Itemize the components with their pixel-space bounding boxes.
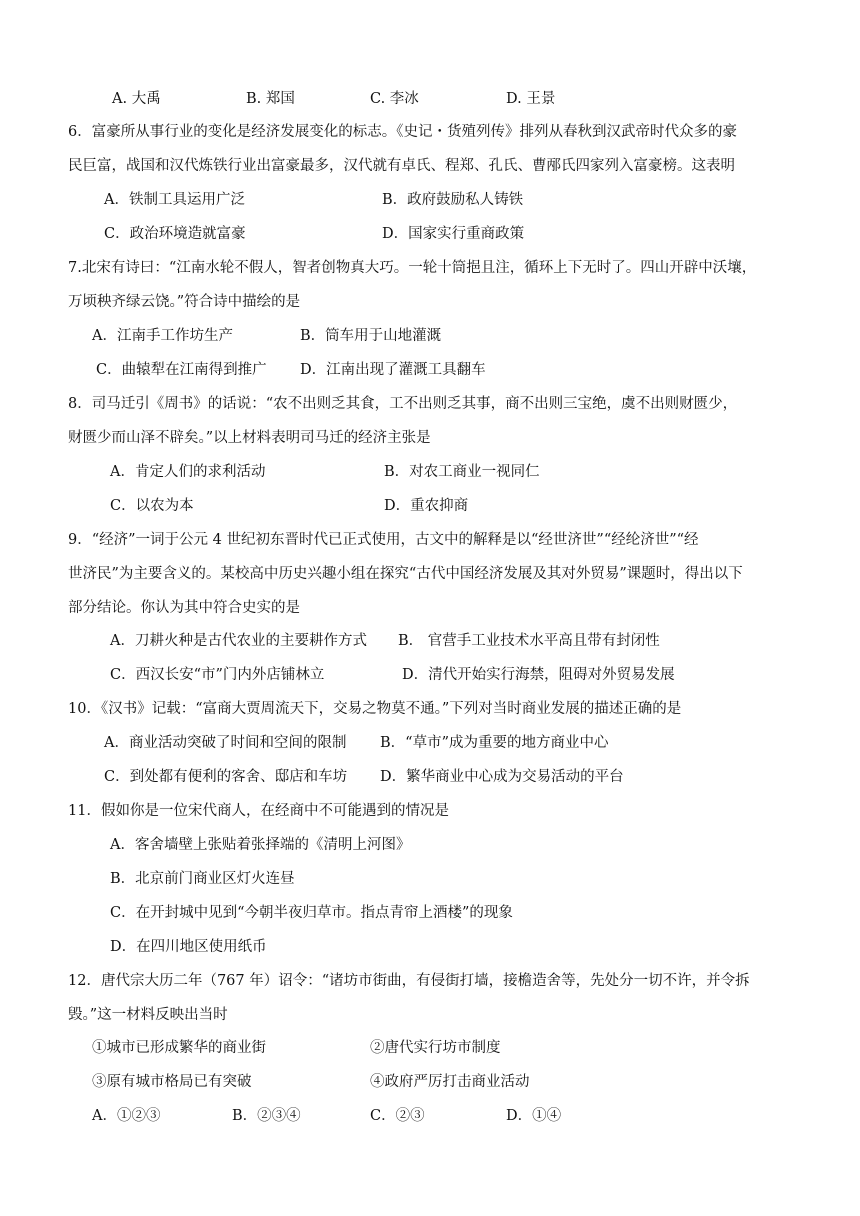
q8-option-c: C．以农为本 [110,498,194,514]
q6-option-b: B．政府鼓励私人铸铁 [382,192,524,208]
q5-option-b: B. 郑国 [246,91,295,107]
q12-option-c: C．②③ [370,1108,425,1124]
q7-option-c: C．曲辕犁在江南得到推广 [96,362,267,378]
q12-option-d: D．①④ [506,1108,562,1124]
q12-stem-line-1: 12．唐代宗大历二年（767 年）诏令：“诸坊市街曲，有侵街打墙，接檐造舍等，先处分一切不许，并令拆 [68,973,750,989]
q5-option-d: D. 王景 [506,91,556,107]
q5-option-a: A. 大禹 [112,91,161,107]
q11-stem-line-1: 11．假如你是一位宋代商人，在经商中不可能遇到的情况是 [68,803,449,819]
q11-option-d: D．在四川地区使用纸币 [110,939,267,955]
q11-option-a: A．客舍墙壁上张贴着张择端的《清明上河图》 [110,837,411,853]
q6-option-a: A．铁制工具运用广泛 [104,192,245,208]
q6-stem-line-2: 民巨富，战国和汉代炼铁行业出富豪最多，汉代就有卓氏、程郑、孔氏、曹邴氏四家列入富豪榜。这表明 [68,158,735,174]
q9-option-a: A．刀耕火种是古代农业的主要耕作方式 [110,633,367,649]
q9-stem-line-2: 世济民”为主要含义的。某校高中历史兴趣小组在探究“古代中国经济发展及其对外贸易”课题时，得出以下 [68,566,743,582]
q10-option-a: A．商业活动突破了时间和空间的限制 [104,735,347,751]
q8-option-d: D．重农抑商 [384,498,469,514]
q5-option-c: C. 李冰 [370,91,419,107]
q11-option-c: C．在开封城中见到“今朝半夜归草市。指点青帘上酒楼”的现象 [110,905,513,921]
q9-stem-line-3: 部分结论。你认为其中符合史实的是 [68,600,300,616]
q12-option-b: B．②③④ [232,1108,301,1124]
q9-option-d: D．清代开始实行海禁，阻碍对外贸易发展 [402,667,675,683]
q9-stem-line-1: 9．“经济”一词于公元 4 世纪初东晋时代已正式使用，古文中的解释是以“经世济世”“经纶济世”“经 [68,532,699,548]
q7-stem-line-2: 万顷秧齐绿云饶。”符合诗中描绘的是 [68,294,301,310]
q11-option-b: B．北京前门商业区灯火连昼 [110,871,295,887]
q7-option-a: A．江南手工作坊生产 [92,328,233,344]
q12-stem-line-2: 毁。”这一材料反映出当时 [68,1007,228,1023]
q6-option-c: C．政治环境造就富豪 [104,226,246,242]
q9-option-b: B． 官营手工业技术水平高且带有封闭性 [398,633,660,649]
q6-option-d: D．国家实行重商政策 [382,226,525,242]
q12-item-3: ③原有城市格局已有突破 [92,1074,252,1090]
q7-stem-line-1: 7.北宋有诗曰：“江南水轮不假人，智者创物真大巧。一轮十筒挹且注，循环上下无时了。四山开辟中沃壤， [68,260,757,276]
q6-stem-line-1: 6．富豪所从事行业的变化是经济发展变化的标志。《史记・货殖列传》排列从春秋到汉武帝时代众多的豪 [68,124,737,140]
q7-option-d: D．江南出现了灌溉工具翻车 [300,362,486,378]
q10-stem-line-1: 10．《汉书》记载：“富商大贾周流天下，交易之物莫不通。”下列对当时商业发展的描述正确的是 [68,701,682,717]
q7-option-b: B．筒车用于山地灌溉 [300,328,442,344]
q8-option-a: A．肯定人们的求利活动 [110,464,266,480]
q8-stem-line-1: 8．司马迁引《周书》的话说：“农不出则乏其食，工不出则乏其事，商不出则三宝绝，虞不出则财匮少， [68,396,738,412]
q12-item-1: ①城市已形成繁华的商业街 [92,1040,266,1056]
q12-item-2: ②唐代实行坊市制度 [370,1040,501,1056]
q10-option-c: C．到处都有便利的客舍、邸店和车坊 [104,769,348,785]
q8-option-b: B．对农工商业一视同仁 [384,464,540,480]
q9-option-c: C．西汉长安“市”门内外店铺林立 [110,667,325,683]
q8-stem-line-2: 财匮少而山泽不辟矣。”以上材料表明司马迁的经济主张是 [68,430,431,446]
q12-item-4: ④政府严厉打击商业活动 [370,1074,530,1090]
q10-option-b: B．“草市”成为重要的地方商业中心 [380,735,609,751]
q12-option-a: A．①②③ [92,1108,161,1124]
q10-option-d: D．繁华商业中心成为交易活动的平台 [380,769,624,785]
